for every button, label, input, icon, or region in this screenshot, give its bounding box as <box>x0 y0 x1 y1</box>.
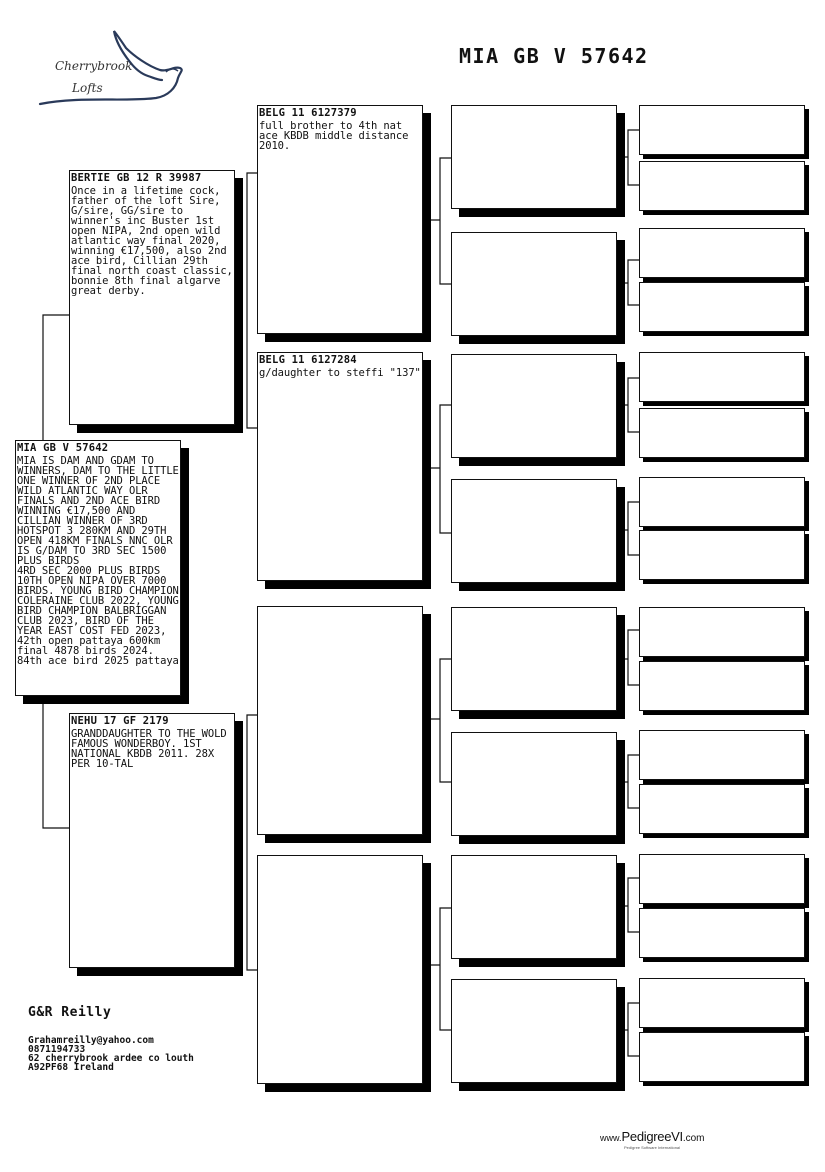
gg-grandparent-card[interactable] <box>639 854 805 904</box>
subject-pigeon-card[interactable] <box>15 440 181 696</box>
sire-info: Once in a lifetime cock, father of the loft Sire, G/sire, GG/sire to winner's inc Buster 1st open NIPA, 2nd open wild atlantic way final 2020, winning €17,500, also 2nd ace bird, Cillian 29th final north coast classic, bonnie 8th final algarve great derby. <box>71 185 239 297</box>
owner-contact <box>28 1036 194 1072</box>
owner-postcode: A92PF68 Ireland <box>28 1062 114 1073</box>
gg-grandparent-card[interactable] <box>639 530 805 580</box>
sire-card[interactable] <box>69 170 239 425</box>
owner-phone: 0871194733 <box>28 1044 86 1055</box>
gg-grandparent-card[interactable] <box>639 408 805 458</box>
sire-sire-ring-number: BELG 11 6127379 <box>259 107 357 119</box>
owner-email: Grahamreilly@yahoo.com <box>28 1035 154 1046</box>
gg-grandparent-card[interactable] <box>639 352 805 402</box>
dam-sire-card[interactable] <box>257 606 423 835</box>
great-grandparent-card[interactable] <box>451 354 617 458</box>
owner-address: 62 cherrybrook ardee co louth <box>28 1053 194 1064</box>
great-grandparent-card[interactable] <box>451 232 617 336</box>
great-grandparent-card[interactable] <box>451 855 617 959</box>
great-grandparent-card[interactable] <box>451 979 617 1083</box>
pedigreevi-logo <box>600 1128 705 1150</box>
gg-grandparent-card[interactable] <box>639 607 805 657</box>
great-grandparent-card[interactable] <box>451 105 617 209</box>
sire-ring-number: BERTIE GB 12 R 39987 <box>71 172 202 184</box>
gg-grandparent-card[interactable] <box>639 784 805 834</box>
subject-info: MIA IS DAM AND GDAM TO WINNERS, DAM TO THE LITTLE ONE WINNER OF 2ND PLACE WILD ATLANTIC WAY OLR FINALS AND 2ND ACE BIRD WINNING €17,500 AND CILLIAN WINNER OF 3RD HOTSPOT 3 280KM AND 29TH OPEN 418KM FINALS NNC OLR IS G/DAM TO 3RD SEC 1500 PLUS BIRDS 4RD SEC 2000 PLUS BIRDS 10TH OPEN NIPA OVER 7000 BIRDS. YOUNG BIRD CHAMPION COLERAINE CLUB 2022, YOUNG BIRD CHAMPION BALBRIGGAN CLUB 2023, BIRD OF THE YEAR EAST COST FED 2023, 42th open pattaya 600km final 4878 birds 2024. 84th ace bird 2025 pattaya <box>17 455 179 667</box>
sire-sire-card[interactable] <box>257 105 423 334</box>
cherrybrook-lofts-logo <box>38 28 188 108</box>
gg-grandparent-card[interactable] <box>639 661 805 711</box>
logo-text-line2: Lofts <box>72 81 103 95</box>
footer-brand: PedigreeVI <box>621 1129 683 1144</box>
dam-ring-number: NEHU 17 GF 2179 <box>71 715 169 727</box>
gg-grandparent-card[interactable] <box>639 978 805 1028</box>
footer-prefix: www. <box>600 1133 622 1143</box>
subject-ring-number: MIA GB V 57642 <box>17 442 109 454</box>
owner-name: G&R Reilly <box>28 1005 112 1020</box>
sire-dam-info: g/daughter to steffi "137" <box>259 367 421 379</box>
gg-grandparent-card[interactable] <box>639 161 805 211</box>
great-grandparent-card[interactable] <box>451 732 617 836</box>
logo-text-line1: Cherrybrook <box>55 59 133 73</box>
page-title: MIA GB V 57642 <box>459 44 649 68</box>
gg-grandparent-card[interactable] <box>639 282 805 332</box>
gg-grandparent-card[interactable] <box>639 477 805 527</box>
gg-grandparent-card[interactable] <box>639 105 805 155</box>
sire-dam-card[interactable] <box>257 352 423 581</box>
dam-sire-info <box>258 608 422 610</box>
dam-dam-card[interactable] <box>257 855 423 1084</box>
footer-suffix: .com <box>682 1133 705 1144</box>
footer-tagline: Pedigree Software International <box>624 1145 681 1150</box>
gg-grandparent-card[interactable] <box>639 1032 805 1082</box>
great-grandparent-card[interactable] <box>451 607 617 711</box>
sire-sire-info: full brother to 4th nat ace KBDB middle distance 2010. <box>259 120 415 152</box>
dam-info: GRANDDAUGHTER TO THE WOLD FAMOUS WONDERBOY. 1ST NATIONAL KBDB 2011. 28X PER 10-TAL <box>71 728 233 770</box>
gg-grandparent-card[interactable] <box>639 228 805 278</box>
dam-dam-info <box>258 857 422 859</box>
gg-grandparent-card[interactable] <box>639 730 805 780</box>
dam-card[interactable] <box>69 713 235 968</box>
sire-dam-ring-number: BELG 11 6127284 <box>259 354 357 366</box>
gg-grandparent-card[interactable] <box>639 908 805 958</box>
great-grandparent-card[interactable] <box>451 479 617 583</box>
